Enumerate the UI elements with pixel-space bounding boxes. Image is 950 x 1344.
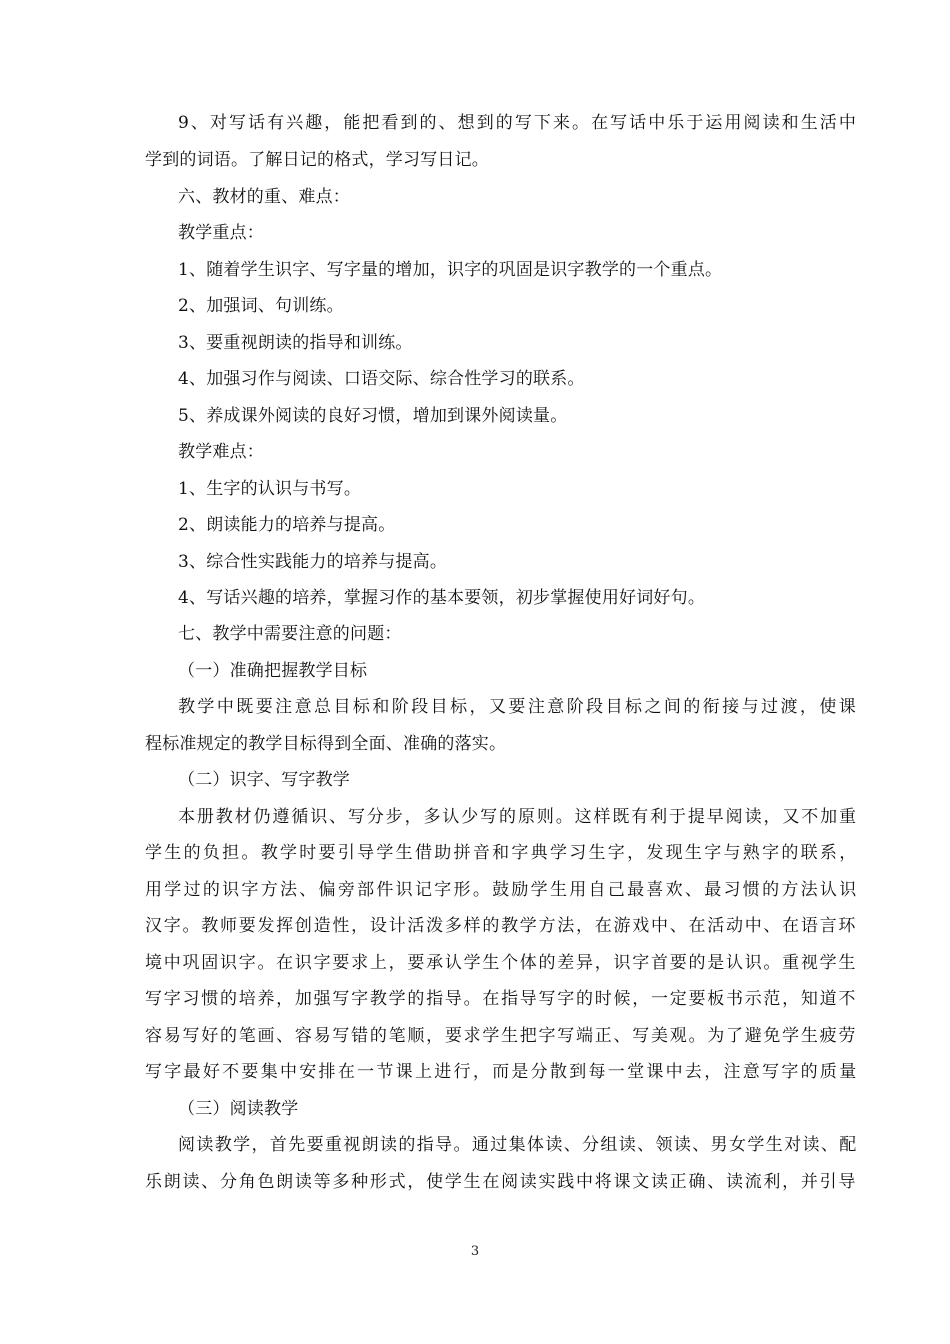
text-line: 3、要重视朗读的指导和训练。 [178,333,413,353]
text-line: 教学中既要注意总目标和阶段目标，又要注意阶段目标之间的衔接与过渡，使课 [178,697,859,717]
text-line: 2、加强词、句训练。 [178,296,344,316]
text-line: 程标准规定的教学目标得到全面、准确的落实。 [145,734,507,754]
text-line: 1、生字的认识与书写。 [178,479,362,499]
text-line: 容易写好的笔画、容易写错的笔顺，要求学生把字写端正、写美观。为了避免学生疲劳 [145,1026,858,1046]
text-line: 学到的词语。了解日记的格式，学习写日记。 [145,150,489,170]
text-line: 教学难点： [178,442,264,462]
text-line: 本册教材仍遵循识、写分步，多认少写的原则。这样既有利于提早阅读，又不加重 [178,807,858,827]
page-number: 3 [470,1244,480,1259]
text-line: （一）准确把握教学目标 [178,661,368,681]
text-line: 七、教学中需要注意的问题： [178,624,402,644]
text-line: 用学过的识字方法、偏旁部件识记字形。鼓励学生用自己最喜欢、最习惯的方法认识 [145,880,859,900]
text-line: 3、综合性实践能力的培养与提高。 [178,552,448,572]
text-line: 1、随着学生识字、写字量的增加，识字的巩固是识字教学的一个重点。 [178,260,723,280]
text-line: 2、朗读能力的培养与提高。 [178,515,396,535]
text-line: 写字习惯的培养，加强写字教学的指导。在指导写字的时候，一定要板书示范，知道不 [145,989,858,1009]
text-line: 汉字。教师要发挥创造性，设计活泼多样的教学方法，在游戏中、在活动中、在语言环 [145,916,858,936]
text-line: 5、养成课外阅读的良好习惯，增加到课外阅读量。 [178,406,568,426]
text-line: 境中巩固识字。在识字要求上，要承认学生个体的差异，识字首要的是认识。重视学生 [145,953,858,973]
text-line: 写字最好不要集中安排在一节课上进行，而是分散到每一堂课中去，注意写字的质量 [145,1062,859,1082]
text-line: 4、加强习作与阅读、口语交际、综合性学习的联系。 [178,369,585,389]
text-line: 教学重点： [178,223,264,243]
text-line: 学生的负担。教学时要引导学生借助拼音和字典学习生字，发现生字与熟字的联系， [145,843,859,863]
text-line: 9、对写话有兴趣，能把看到的、想到的写下来。在写话中乐于运用阅读和生活中 [178,113,858,133]
text-line: （二）识字、写字教学 [178,770,350,790]
text-line: 4、写话兴趣的培养，掌握习作的基本要领，初步掌握使用好词好句。 [178,588,706,608]
text-line: 六、教材的重、难点： [178,187,350,207]
text-line: 阅读教学，首先要重视朗读的指导。通过集体读、分组读、领读、男女学生对读、配 [178,1135,858,1155]
text-line: （三）阅读教学 [178,1099,299,1119]
text-line: 乐朗读、分角色朗读等多种形式，使学生在阅读实践中将课文读正确、读流利，并引导 [145,1172,858,1192]
